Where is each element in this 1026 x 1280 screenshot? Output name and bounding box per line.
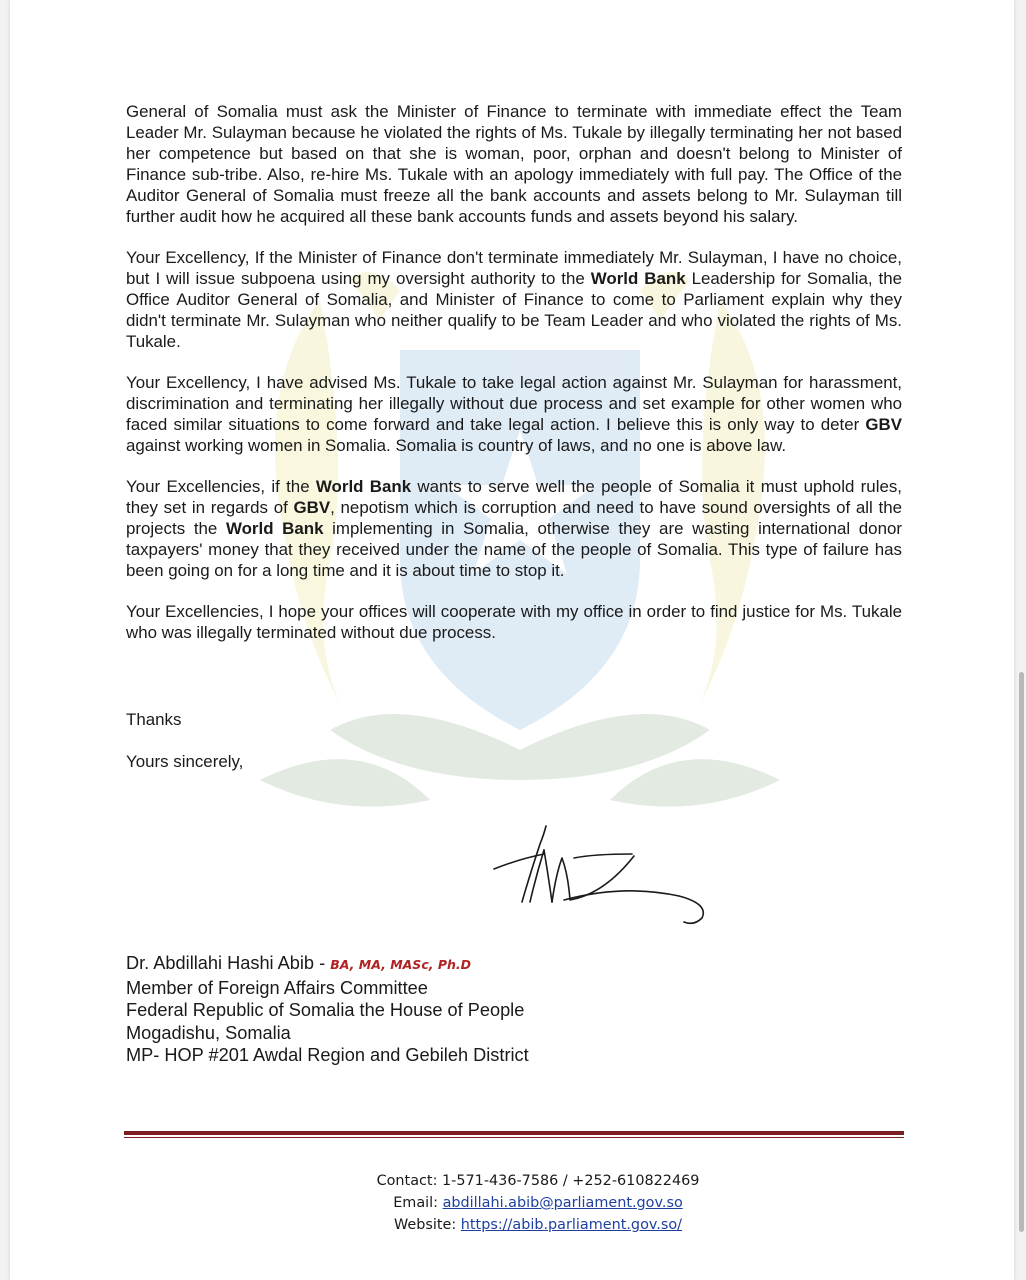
paragraph-4-text: , nepotism which is corruption and need to have sound oversights of all the projects the <box>126 498 902 538</box>
signatory-institution: Federal Republic of Somalia the House of People <box>126 1000 525 1021</box>
letter-page <box>10 0 1014 1280</box>
letter-body <box>126 102 902 664</box>
signature-area <box>464 814 710 934</box>
paragraph-5: Your Excellencies, I hope your offices will cooperate with my office in order to find justice for Ms. Tukale who was illegally terminated without due process. <box>126 602 902 643</box>
contact-label: Contact: <box>376 1173 438 1189</box>
signatory-name: Dr. Abdillahi Hashi Abib - <box>126 953 331 973</box>
emphasis-world-bank: World Bank <box>225 518 324 538</box>
footer-divider <box>124 1131 904 1135</box>
paragraph-2 <box>126 248 902 353</box>
emphasis-gbv: GBV <box>865 414 902 434</box>
signature-icon <box>464 814 710 934</box>
signatory-city: Mogadishu, Somalia <box>126 1022 291 1043</box>
closing-line: Yours sincerely, <box>126 752 244 771</box>
contact-phone: 1-571-436-7586 / +252-610822469 <box>442 1173 700 1189</box>
contact-email-line <box>260 1192 816 1214</box>
signatory-constituency: MP- HOP #201 Awdal Region and Gebileh District <box>126 1045 529 1066</box>
email-link[interactable]: abdillahi.abib@parliament.gov.so <box>442 1195 683 1211</box>
signatory-degrees: BA, MA, MASc, Ph.D <box>330 957 472 972</box>
website-label: Website: <box>394 1217 457 1233</box>
signatory-name-line <box>126 952 529 977</box>
paragraph-2-text: Your Excellency, If the Minister of Finance don't terminate immediately Mr. Sulayman, I have no choice, but I will issue subpoena using my oversight authority to the <box>126 247 902 288</box>
contact-website-line <box>260 1214 816 1236</box>
emphasis-world-bank: World Bank <box>315 477 412 497</box>
signature-block <box>126 952 529 1067</box>
paragraph-2-text: Leadership for Somalia, the Office Auditor General of Somalia, and Minister of Finance to come to Parliament explain why they didn't terminate Mr. Sulayman who neither qualify to be Team Leader and who violated the rights of Ms. Tukale. <box>126 268 902 351</box>
contact-phone-line <box>260 1170 816 1192</box>
paragraph-4-text: wants to serve well the people of Somalia it must uphold rules, they set in regards of <box>126 477 902 517</box>
thanks-line: Thanks <box>126 710 182 729</box>
scrollbar-thumb[interactable] <box>1019 672 1024 1232</box>
footer-divider-thin <box>124 1137 904 1138</box>
emphasis-world-bank: World Bank <box>590 268 686 288</box>
paragraph-3-text: against working women in Somalia. Somalia is country of laws, and no one is above law. <box>126 435 787 455</box>
paragraph-1: General of Somalia must ask the Minister of Finance to terminate with immediate effect the Team Leader Mr. Sulayman because he violated the rights of Ms. Tukale by illegally terminating her not based her competence but based on that she is woman, poor, orphan and doesn't belong to Minister of Finance sub-tribe. Also, re-hire Ms. Tukale with an apology immediately with full pay. The Office of the Auditor General of Somalia must freeze all the bank accounts and assets belong to Mr. Sulayman till further audit how he acquired all these bank accounts funds and assets beyond his salary. <box>126 102 902 226</box>
paragraph-4-text: implementing in Somalia, otherwise they are wasting international donor taxpayers' money that they received under the name of the people of Somalia. This type of failure has been going on for a long time and it is about time to stop it. <box>126 518 902 580</box>
email-label: Email: <box>393 1195 438 1211</box>
paragraph-3-text: Your Excellency, I have advised Ms. Tukale to take legal action against Mr. Sulayman for harassment, discrimination and terminating her illegally without due process and set example for other women who faced similar situations to come forward and take legal action. I believe this is only way to deter <box>126 372 902 434</box>
signatory-title: Member of Foreign Affairs Committee <box>126 977 428 998</box>
paragraph-4 <box>126 477 902 582</box>
footer-contact <box>260 1170 816 1236</box>
paragraph-4-text: Your Excellencies, if the <box>126 477 316 497</box>
website-link[interactable]: https://abib.parliament.gov.so/ <box>460 1217 682 1233</box>
paragraph-3 <box>126 373 902 457</box>
emphasis-gbv: GBV <box>293 498 331 517</box>
